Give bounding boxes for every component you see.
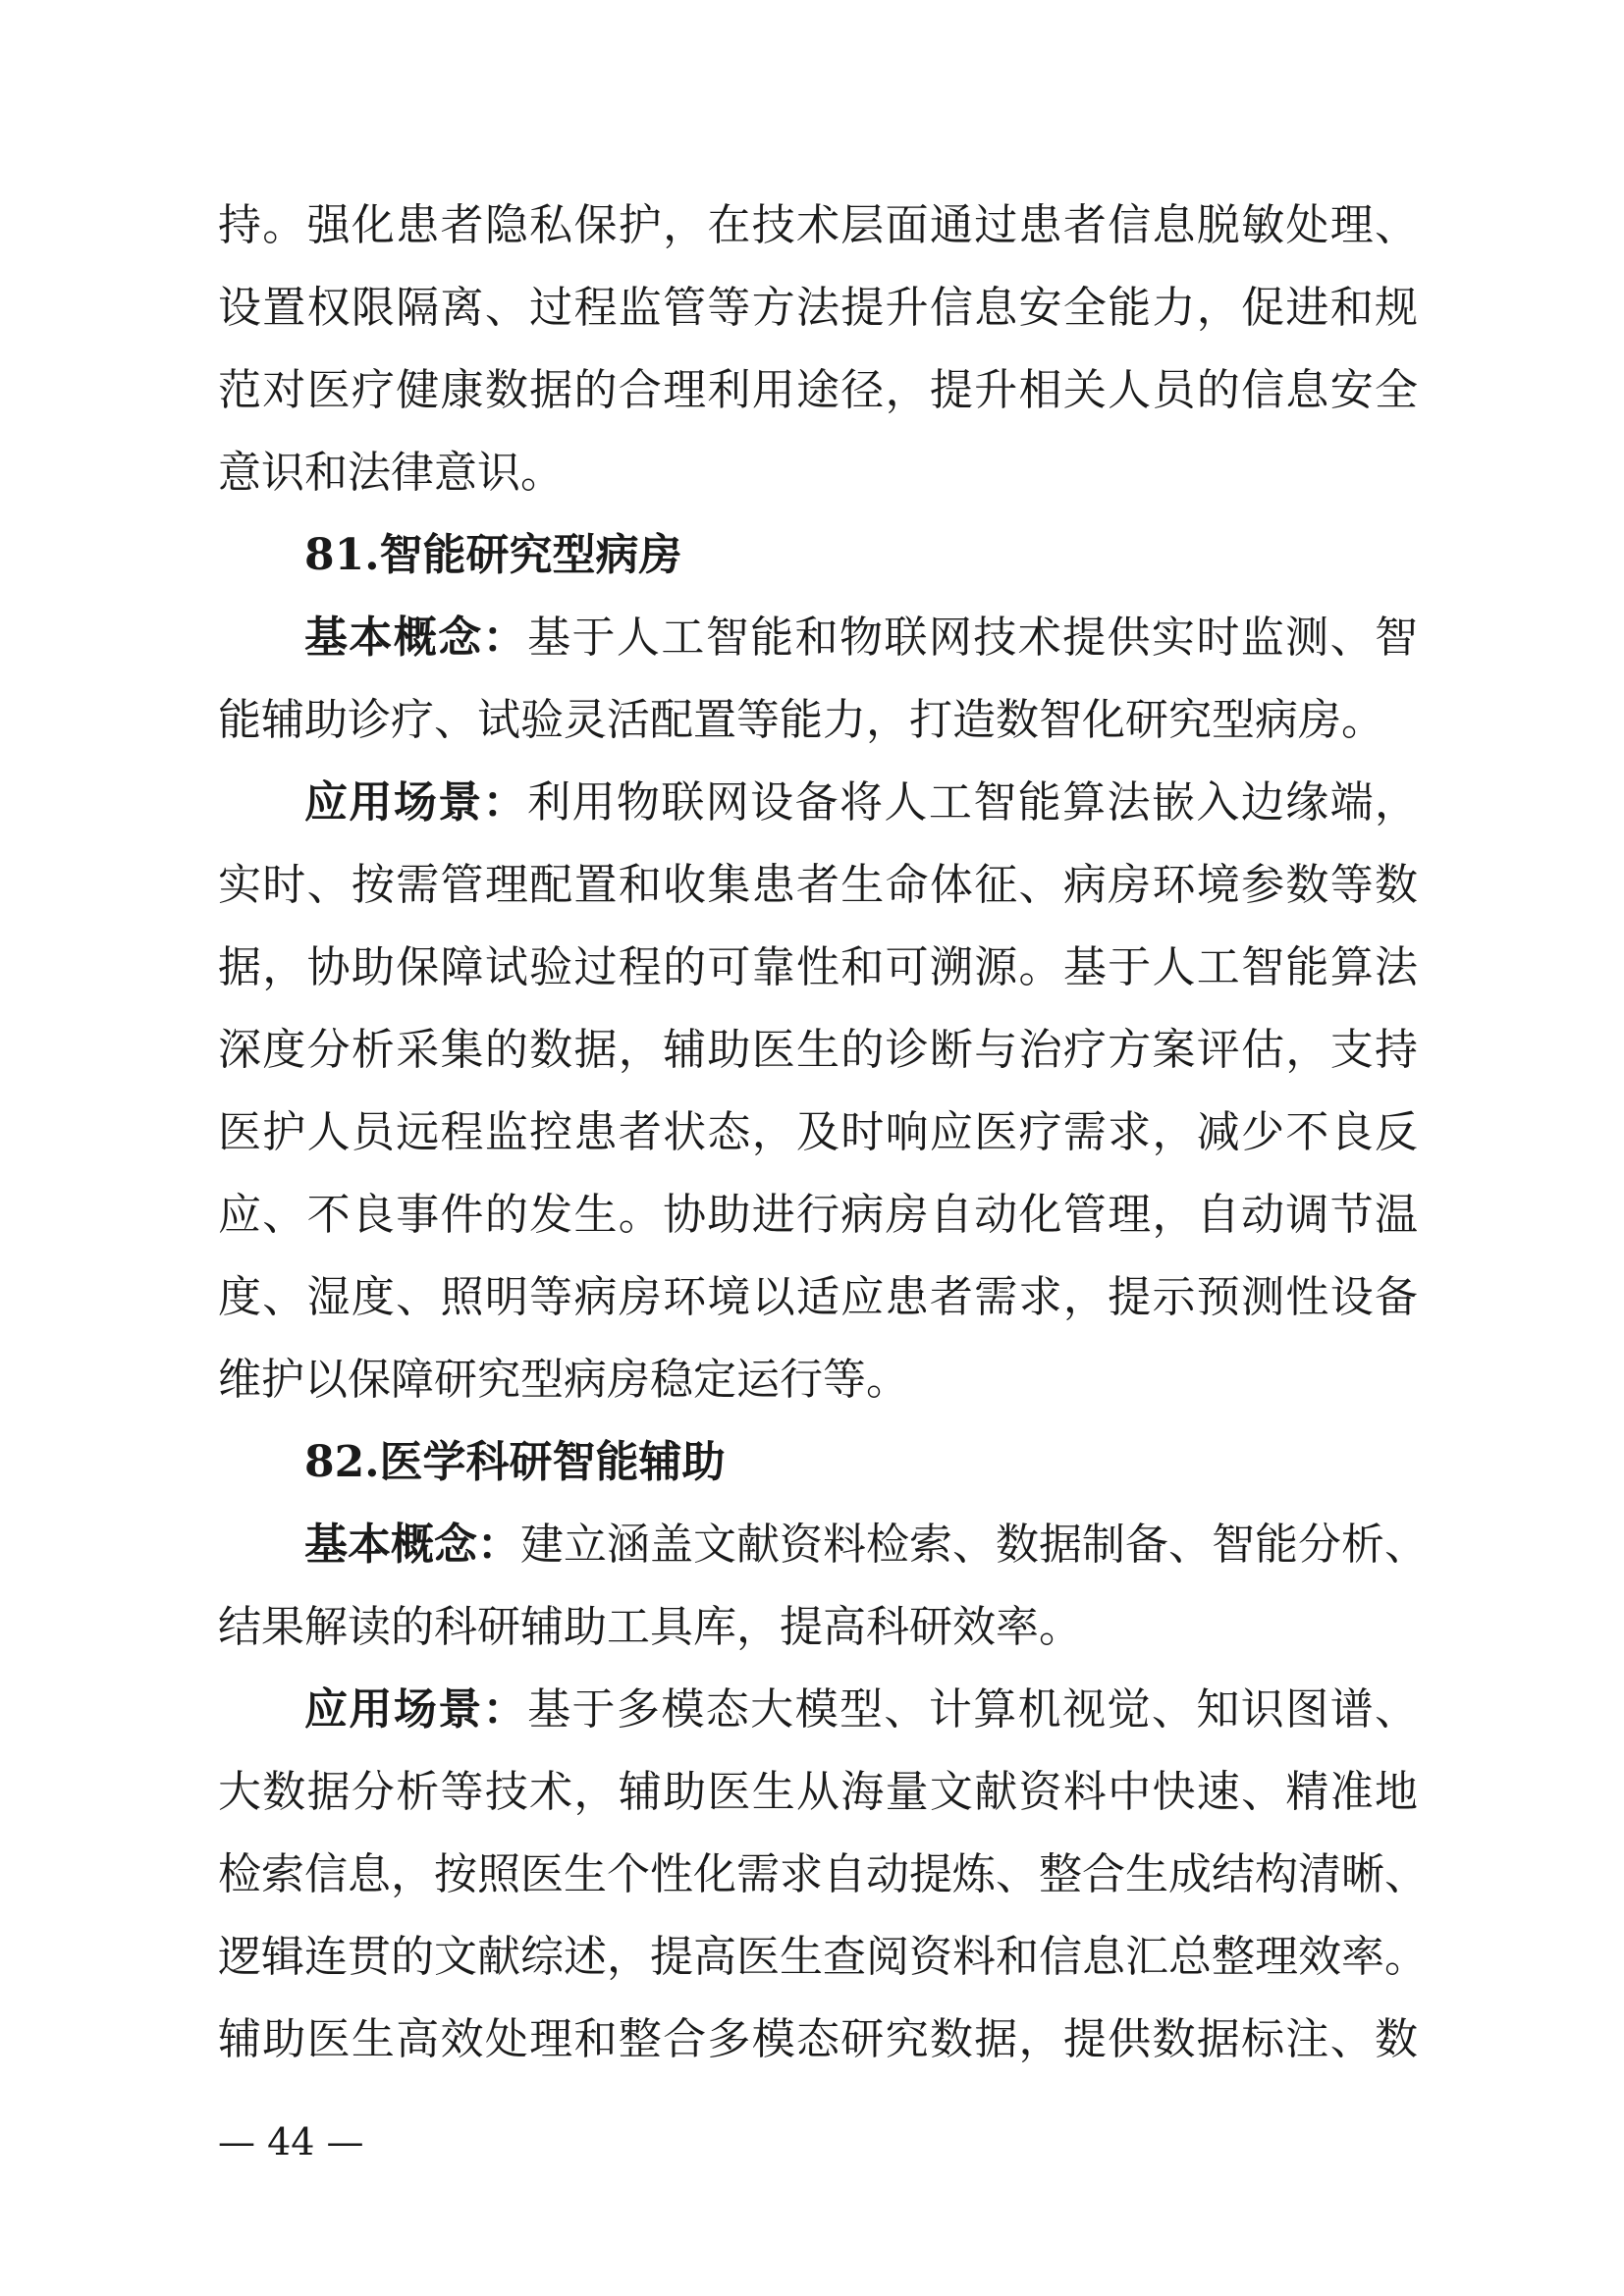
body-line: 据，协助保障试验过程的可靠性和可溯源。基于人工智能算法 <box>218 942 1418 992</box>
page-number: — 44 — <box>218 2120 364 2163</box>
concept-paragraph-82 <box>304 1504 1428 1586</box>
body-text: 建立涵盖文献资料检索、数据制备、智能分析、 <box>520 1520 1428 1570</box>
concept-label: 基本概念： <box>304 613 528 663</box>
body-line: 范对医疗健康数据的合理利用途径，提升相关人员的信息安全 <box>218 365 1418 415</box>
body-line: 维护以保障研究型病房稳定运行等。 <box>218 1355 909 1405</box>
section-heading-81: 81.智能研究型病房 <box>304 530 682 580</box>
body-line: 意识和法律意识。 <box>218 448 564 498</box>
body-line: 持。强化患者隐私保护，在技术层面通过患者信息脱敏处理、 <box>218 200 1418 250</box>
body-line: 度、湿度、照明等病房环境以适应患者需求，提示预测性设备 <box>218 1272 1418 1322</box>
scenario-paragraph-82 <box>304 1669 1418 1751</box>
body-line: 设置权限隔离、过程监管等方法提升信息安全能力，促进和规 <box>218 283 1418 333</box>
body-text: 利用物联网设备将人工智能算法嵌入边缘端， <box>527 777 1419 828</box>
body-line: 辅助医生高效处理和整合多模态研究数据，提供数据标注、数 <box>218 2014 1418 2064</box>
scenario-label: 应用场景： <box>304 777 528 828</box>
body-line: 大数据分析等技术，辅助医生从海量文献资料中快速、精准地 <box>218 1767 1418 1817</box>
body-line: 深度分析采集的数据，辅助医生的诊断与治疗方案评估，支持 <box>218 1025 1418 1075</box>
concept-label: 基本概念： <box>304 1520 520 1570</box>
body-text: 基于人工智能和物联网技术提供实时监测、智 <box>527 613 1419 663</box>
body-line: 应、不良事件的发生。协助进行病房自动化管理，自动调节温 <box>218 1190 1418 1240</box>
section-heading-82: 82.医学科研智能辅助 <box>304 1437 726 1487</box>
scenario-paragraph-81 <box>304 762 1418 844</box>
body-line: 医护人员远程监控患者状态，及时响应医疗需求，减少不良反 <box>218 1107 1418 1157</box>
body-line: 能辅助诊疗、试验灵活配置等能力，打造数智化研究型病房。 <box>218 695 1384 745</box>
scenario-label: 应用场景： <box>304 1684 528 1735</box>
concept-paragraph-81 <box>304 597 1418 679</box>
body-line: 结果解读的科研辅助工具库，提高科研效率。 <box>218 1602 1082 1652</box>
body-line: 逻辑连贯的文献综述，提高医生查阅资料和信息汇总整理效率。 <box>218 1932 1428 1982</box>
body-text: 基于多模态大模型、计算机视觉、知识图谱、 <box>527 1684 1419 1735</box>
body-line: 检索信息，按照医生个性化需求自动提炼、整合生成结构清晰、 <box>218 1849 1428 1899</box>
body-line: 实时、按需管理配置和收集患者生命体征、病房环境参数等数 <box>218 860 1418 910</box>
